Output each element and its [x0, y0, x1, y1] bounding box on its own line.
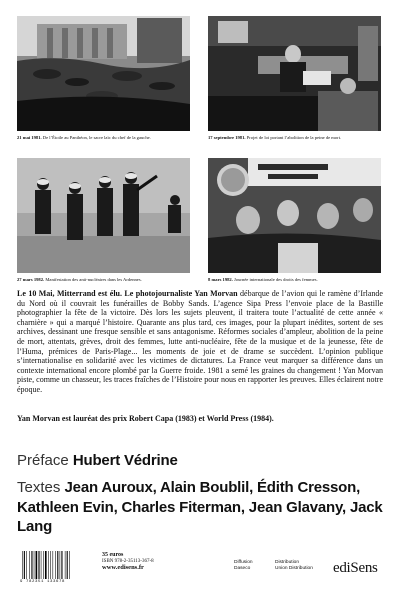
photo-caption: 27 mars 1982. Manifestation des anti-nucléaires dans les Ardennes. — [17, 277, 142, 282]
texts-credit: Textes Jean Auroux, Alain Boublil, Édith Cresson, Kathleen Evin, Charles Fiterman, Jean Glavany, Jack Lang — [17, 479, 383, 535]
photo-caption: 8 mars 1982. Journée internationale des droits des femmes. — [208, 277, 318, 282]
publisher-website: www.edisens.fr — [102, 564, 144, 571]
diffusion-info: Diffusion Daseco — [234, 560, 253, 571]
preface-credit: Préface Hubert Védrine — [17, 452, 178, 469]
synopsis-body: débarque de l’avion qui le ramène d’Irlande du Nord où il couvrait les funérailles de Bobby Sands. L’agence Sipa Press l’envoie place de la Bastille photographier la fête de la victoire. Dès lors les sujets pleuvent, il traitera toute l’actualité de cette année « charnière » qui a marqué l’histoire. Quarante ans plus tard, ces images, pour la plupart inédites, sortent de ses archives, dessinant une fresque sensible et sans antagonisme. Réformes sociales d’ampleur, abolition de la peine de mort, attentats, grèves, droit des femmes, lutte anti-nucléaire, fête de la musique et de la jeunesse, fête de l’Huma, prémices de Paris-Plage... les moments de joie et de drame se succèdent. L’opinion publique s’internationalise en solidarité avec les victimes de dictatures. La France veut marquer sa différence dans un contexte international encore plombé par la Guerre froide. 1981 a semé les graines du changement ! Yan Morvan piste, comme un chasseur, les traces fraîches de l’Histoire pour nous en rapporter les preuves. Elles éclairent notre époque. — [17, 289, 383, 394]
price: 35 euros — [102, 552, 124, 558]
barcode — [20, 551, 92, 579]
photo-crowd-pantheon — [17, 16, 190, 131]
synopsis-lead: Le 10 Mai, Mitterrand est élu. Le photojournaliste Yan Morvan — [17, 289, 238, 298]
synopsis-text — [17, 289, 383, 395]
photo-parliament — [208, 16, 381, 131]
price-block — [102, 552, 154, 572]
laureate-note: Yan Morvan est lauréat des prix Robert Capa (1983) et World Press (1984). — [17, 414, 274, 423]
publisher-logo: ediSens — [333, 560, 378, 576]
photo-caption: 17 septembre 1981. Projet de loi portant l’abolition de la peine de mort. — [208, 135, 342, 140]
photo-womens-day — [208, 158, 381, 273]
distribution-info: Distribution Union Distribution — [275, 560, 313, 571]
photo-riot-police — [17, 158, 190, 273]
photo-caption: 21 mai 1981. De l’Étoile au Panthéon, le sacre laïc du chef de la gauche. — [17, 135, 151, 140]
barcode-digits: 9 782351 133678 — [20, 580, 66, 584]
isbn: ISBN 978-2-35113-367-8 — [102, 558, 154, 564]
